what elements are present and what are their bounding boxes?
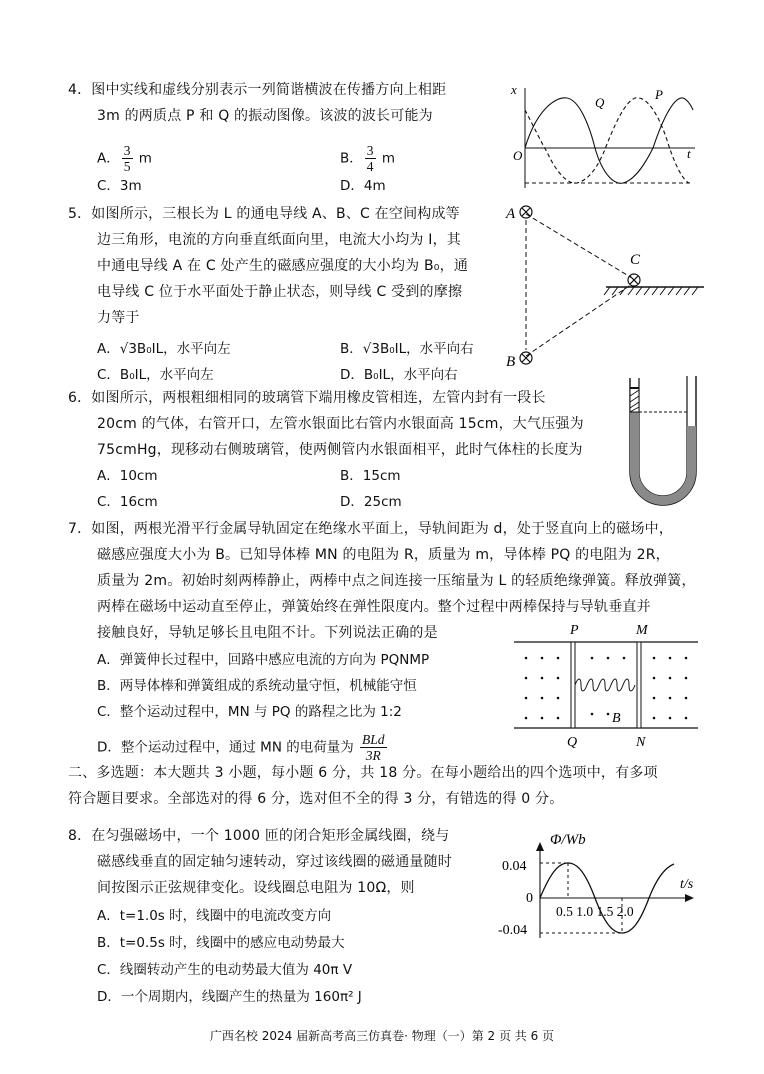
q6-stem-line3: 75cmHg，现移动右侧玻璃管，使两侧管内水银面相平，此时气体柱的长度为 bbox=[97, 442, 583, 458]
q4-option-a-unit: m bbox=[138, 150, 152, 167]
q7-option-d-denominator: 3R bbox=[365, 748, 381, 763]
q7-fig-label-p: P bbox=[570, 623, 579, 638]
q7-option-d-text: D．整个运动过程中，通过 MN 的电荷量为 bbox=[97, 739, 354, 756]
q7-option-d-fraction bbox=[360, 732, 387, 763]
q4-option-a-denominator: 5 bbox=[123, 159, 131, 174]
q6-u-tube-figure bbox=[620, 372, 706, 514]
q6-option-a: A．10cm bbox=[97, 468, 158, 484]
q8-option-a: A．t=1.0s 时，线圈中的电流改变方向 bbox=[97, 908, 332, 924]
q5-fig-ground-hatching bbox=[604, 287, 698, 295]
q7-fig-label-b: B bbox=[612, 711, 621, 726]
q4-fig-origin-label: O bbox=[513, 148, 523, 163]
q5-fig-label-b: B bbox=[506, 354, 516, 370]
q6-stem-line1: 6．如图所示，两根粗细相同的玻璃管下端用橡皮管相连，左管内封有一段长 bbox=[68, 390, 546, 406]
q5-option-b: B．√3B₀IL，水平向右 bbox=[340, 341, 474, 357]
q7-option-b: B．两导体棒和弹簧组成的系统动量守恒，机械能守恒 bbox=[97, 678, 417, 694]
q4-option-a-fraction bbox=[122, 143, 133, 174]
q6-option-d: D．25cm bbox=[340, 494, 402, 510]
q8-fig-x-axis-arrow bbox=[685, 894, 694, 902]
q7-fig-rod-mn bbox=[637, 642, 641, 728]
q8-stem-line1: 8．在匀强磁场中，一个 1000 匝的闭合矩形金属线圈，绕与 bbox=[68, 828, 450, 844]
q5-option-c: C．B₀IL，水平向左 bbox=[97, 367, 214, 383]
q4-option-b bbox=[340, 143, 395, 174]
q5-fig-side-ac bbox=[526, 214, 632, 278]
page-footer: 广西名校 2024 届新高考高三仿真卷· 物理（一）第 2 页 共 6 页 bbox=[209, 1029, 555, 1043]
q4-fig-q-label: Q bbox=[595, 95, 605, 110]
q4-stem-line1: 4．图中实线和虚线分别表示一列简谐横波在传播方向上相距 bbox=[68, 82, 447, 98]
q4-option-a bbox=[97, 143, 152, 174]
q8-fig-y-axis-arrow bbox=[536, 842, 544, 851]
q7-option-c: C．整个运动过程中，MN 与 PQ 的路程之比为 1:2 bbox=[97, 704, 402, 720]
q5-stem-line5: 力等于 bbox=[97, 310, 140, 326]
q4-option-b-denominator: 4 bbox=[366, 159, 374, 174]
q6-option-c: C．16cm bbox=[97, 494, 158, 510]
q7-option-a: A．弹簧伸长过程中，回路中感应电流的方向为 PQNMP bbox=[97, 652, 430, 668]
q5-stem-line4: 电导线 C 位于水平面处于静止状态，则导线 C 受到的摩擦 bbox=[97, 284, 463, 300]
q6-fig-inner-wall bbox=[639, 376, 687, 496]
q5-stem-line2: 边三角形，电流的方向垂直纸面向里，电流大小均为 I，其 bbox=[97, 232, 461, 248]
q4-option-a-numerator: 3 bbox=[123, 143, 131, 158]
q4-option-b-unit: m bbox=[381, 150, 395, 167]
q5-fig-side-bc bbox=[526, 284, 632, 356]
q5-fig-wire-c bbox=[628, 274, 640, 286]
q8-fig-y-axis-label: Φ/Wb bbox=[550, 832, 586, 848]
q5-fig-wire-b bbox=[520, 352, 532, 364]
q7-fig-field-dots bbox=[525, 657, 688, 720]
q6-fig-gas-column bbox=[630, 388, 639, 412]
q7-stem-line4: 两棒在磁场中运动直至停止，弹簧始终在弹性限度内。整个过程中两棒保持与导轨垂直并 bbox=[97, 599, 651, 615]
q4-fig-x-label: x bbox=[511, 82, 517, 97]
q7-fig-label-n: N bbox=[636, 735, 646, 750]
q7-stem-line3: 质量为 2m。初始时刻两棒静止，两棒中点之间连接一压缩量为 L 的轻质绝缘弹簧。释放弹簧， bbox=[97, 573, 696, 589]
q8-option-c: C．线圈转动产生的电动势最大值为 40π V bbox=[97, 962, 353, 978]
q8-fig-x-axis-label: t/s bbox=[680, 877, 694, 892]
q7-fig-rod-pq bbox=[571, 642, 575, 728]
q6-option-b: B．15cm bbox=[340, 468, 401, 484]
q7-stem-line5: 接触良好，导轨足够长且电阻不计。下列说法正确的是 bbox=[97, 625, 438, 641]
q4-fig-t-label: t bbox=[687, 146, 691, 161]
q6-fig-mercury bbox=[630, 412, 696, 505]
q5-option-a: A．√3B₀IL，水平向左 bbox=[97, 341, 231, 357]
q8-option-b: B．t=0.5s 时，线圈中的感应电动势最大 bbox=[97, 935, 345, 951]
q7-stem-line1: 7．如图，两根光滑平行金属导轨固定在绝缘水平面上，导轨间距为 d，处于竖直向上的磁场中， bbox=[68, 521, 674, 537]
section2-heading-line2: 符合题目要求。全部选对的得 6 分，选对但不全的得 3 分，有错选的得 0 分。 bbox=[68, 791, 564, 807]
q4-option-b-numerator: 3 bbox=[366, 143, 374, 158]
q4-option-b-fraction bbox=[365, 143, 376, 174]
q7-option-d bbox=[97, 732, 389, 763]
q8-fig-x-ticks: 0.5 1.0 1.5 2.0 bbox=[556, 904, 634, 919]
q5-wire-triangle-figure bbox=[502, 200, 712, 372]
section2-heading-line1: 二、多选题：本大题共 3 小题，每小题 6 分，共 18 分。在每小题给出的四个选项中，有多项 bbox=[68, 765, 658, 781]
q7-option-d-numerator: BLd bbox=[362, 732, 385, 747]
q5-option-d: D．B₀IL，水平向右 bbox=[340, 367, 458, 383]
q4-option-d: D．4m bbox=[340, 178, 386, 194]
q8-flux-graph bbox=[494, 826, 704, 944]
q7-fig-label-q: Q bbox=[567, 735, 578, 750]
q7-fig-spring bbox=[575, 679, 635, 691]
q4-option-a-prefix: A． bbox=[97, 150, 120, 167]
q8-fig-y-tick-top: 0.04 bbox=[502, 859, 527, 874]
q7-stem-line2: 磁感应强度大小为 B。已知导体棒 MN 的电阻为 R，质量为 m，导体棒 PQ 的电阻为 2R， bbox=[97, 547, 670, 563]
q8-stem-line2: 磁感线垂直的固定轴匀速转动，穿过该线圈的磁通量随时 bbox=[97, 854, 452, 870]
q8-fig-y-tick-bottom: -0.04 bbox=[498, 923, 528, 938]
q8-stem-line3: 间按图示正弦规律变化。设线圈总电阻为 10Ω，则 bbox=[97, 880, 415, 896]
q7-fig-label-m: M bbox=[636, 623, 648, 638]
q4-fig-p-label: P bbox=[655, 87, 663, 102]
q4-fig-solid-wave-p bbox=[525, 98, 693, 183]
q4-fig-dashed-wave-q bbox=[525, 98, 689, 184]
q5-fig-label-a: A bbox=[506, 206, 516, 222]
q7-rail-figure bbox=[512, 618, 702, 752]
q5-fig-label-c: C bbox=[630, 252, 641, 268]
q5-stem-line1: 5．如图所示，三根长为 L 的通电导线 A、B、C 在空间构成等 bbox=[68, 206, 460, 222]
q8-fig-y-tick-zero: 0 bbox=[526, 891, 533, 906]
q6-stem-line2: 20cm 的气体，右管开口，左管水银面比右管内水银面高 15cm，大气压强为 bbox=[97, 416, 584, 432]
q8-option-d: D．一个周期内，线圈产生的热量为 160π² J bbox=[97, 989, 362, 1005]
q4-stem-line2: 3m 的两质点 P 和 Q 的振动图像。该波的波长可能为 bbox=[97, 108, 433, 124]
q4-option-b-prefix: B． bbox=[340, 150, 363, 167]
q5-stem-line3: 中通电导线 A 在 C 处产生的磁感应强度的大小均为 B₀，通 bbox=[97, 258, 469, 274]
q4-option-c: C．3m bbox=[97, 178, 142, 194]
q4-vibration-figure bbox=[505, 80, 700, 190]
q5-fig-wire-a bbox=[520, 206, 532, 218]
